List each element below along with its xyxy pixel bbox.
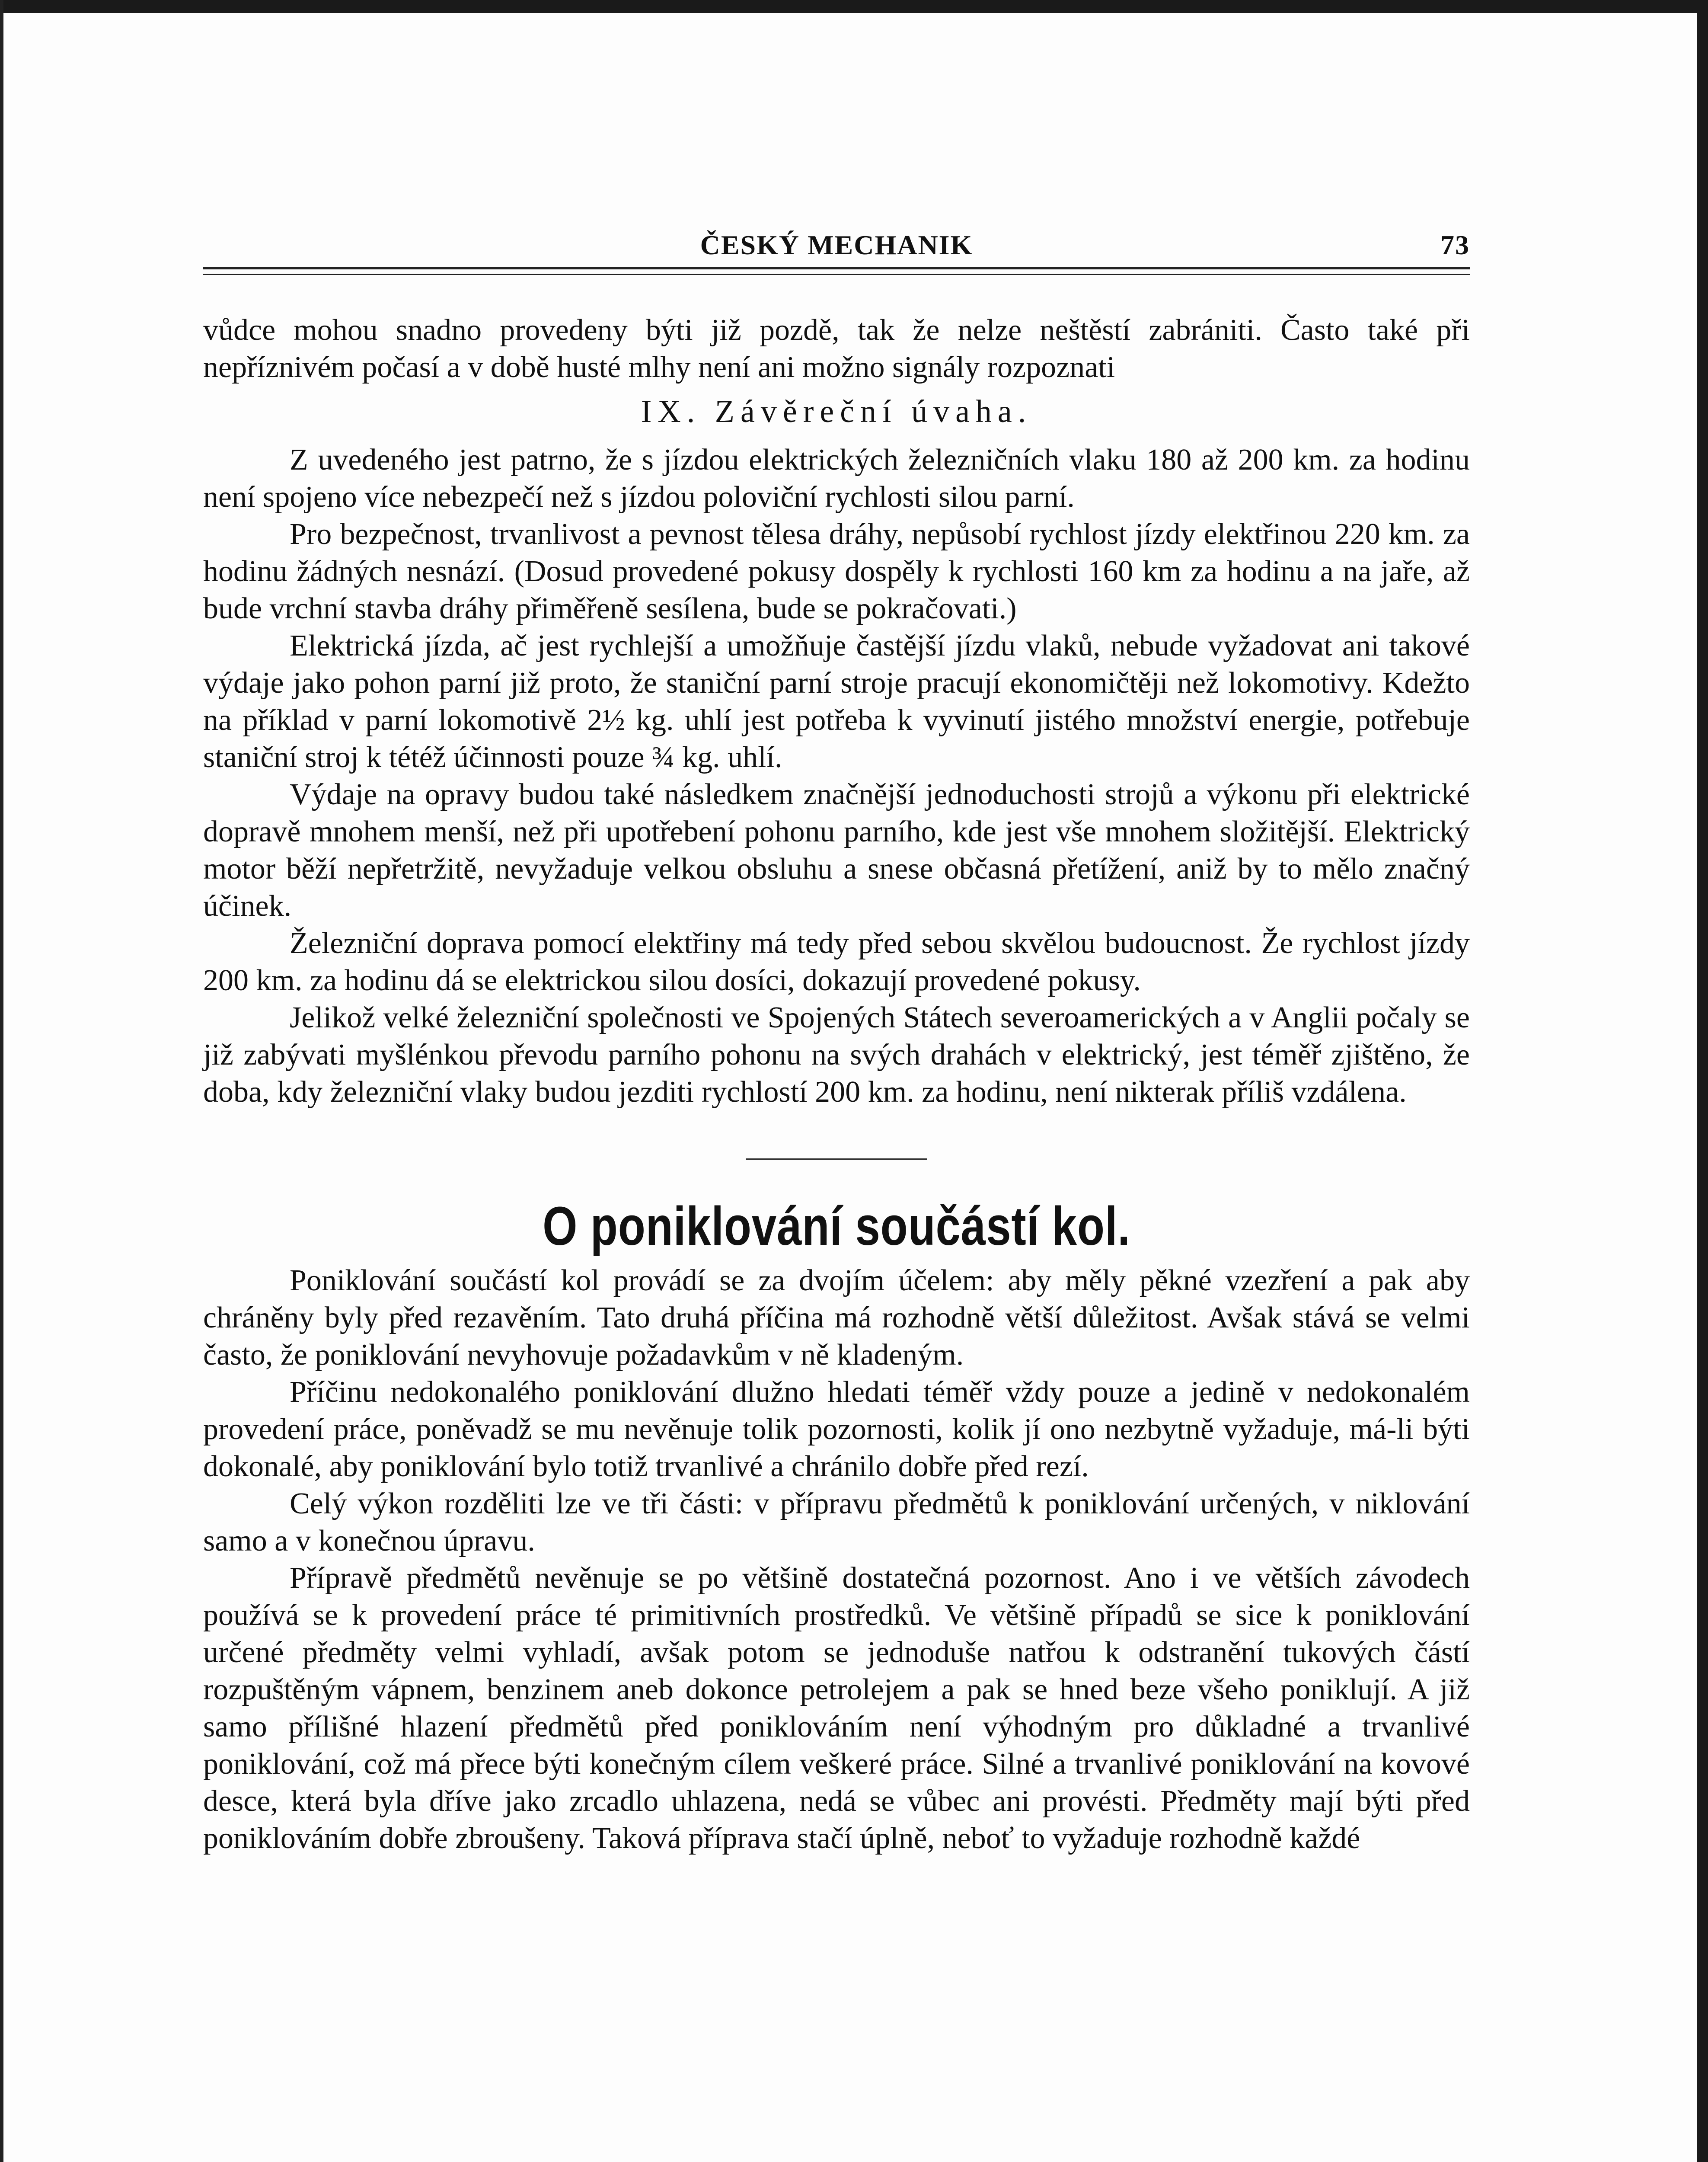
page-number: 73 bbox=[1440, 230, 1470, 260]
scan-border-right bbox=[1697, 0, 1708, 2162]
page-content bbox=[203, 225, 1470, 1857]
scan-border-left bbox=[0, 0, 3, 2162]
header-rule bbox=[203, 267, 1470, 275]
paragraph: Celý výkon rozděliti lze ve tři části: v přípravu předmětů k poniklování určených, v niklování samo a v konečnou úpravu. bbox=[203, 1487, 1470, 1558]
paragraph: Poniklování součástí kol provádí se za dvojím účelem: aby měly pěkné vzezření a pak aby chráněny byly před rezavěním. Tato druhá příčina má rozhodně větší důležitost. Avšak stává se velmi často, že poniklování nevyhovuje požadavkům v ně kladeným. bbox=[203, 1264, 1470, 1372]
journal-title: ČESKÝ MECHANIK bbox=[700, 230, 973, 260]
paragraph: Pro bezpečnost, trvanlivost a pevnost tělesa dráhy, nepůsobí rychlost jízdy elektřinou 220 km. za hodinu žádných nesnází. (Dosud provedené pokusy dospěly k rychlosti 160 km za hodinu a na jaře, až bude vrchní stavba dráhy přiměřeně sesílena, bude se pokračovati.) bbox=[203, 518, 1470, 625]
article-separator bbox=[746, 1158, 927, 1160]
paragraph: Elektrická jízda, ač jest rychlejší a umožňuje častější jízdu vlaků, nebude vyžadovat ani takové výdaje jako pohon parní již proto, že staniční parní stroje pracují ekonomičtěji než lokomotivy. Kdežto na příklad v parní lokomotivě 2½ kg. uhlí jest potřeba k vyvinutí jistého množství energie, potřebuje staniční stroj k tétéž účinnosti pouze ¾ kg. uhlí. bbox=[203, 629, 1470, 774]
paragraph: Přípravě předmětů nevěnuje se po většině dostatečná pozornost. Ano i ve větších závodech používá se k provedení práce té primitivních prostředků. Ve většině případů se sice k poniklování určené předměty velmi vyhladí, avšak potom se jednoduše natřou k odstranění tukových částí rozpuštěným vápnem, benzinem aneb dokonce petrolejem a pak se hned beze všeho poniklují. A již samo přílišné hlazení předmětů před poniklováním není výhodným pro důkladné a trvanlivé poniklování, což má přece býti konečným cílem veškeré práce. Silné a trvanlivé poniklování na kovové desce, která byla dříve jako zrcadlo uhlazena, nedá se vůbec ani provésti. Předměty mají býti před poniklováním dobře zbroušeny. Taková příprava stačí úplně, neboť to vyžaduje rozhodně každé bbox=[203, 1561, 1470, 1855]
paragraph: Jelikož velké železniční společnosti ve Spojených Státech severoamerických a v Anglii počaly se již zabývati myšlénkou převodu parního pohonu na svých drahách v elektrický, jest téměř zjištěno, že doba, kdy železniční vlaky budou jezditi rychlostí 200 km. za hodinu, není nikterak příliš vzdálena. bbox=[203, 1001, 1470, 1109]
paragraph: Železniční doprava pomocí elektřiny má tedy před sebou skvělou budoucnost. Že rychlost jízdy 200 km. za hodinu dá se elektrickou silou dosíci, dokazují provedené pokusy. bbox=[203, 927, 1470, 997]
paragraph: Příčinu nedokonalého poniklování dlužno hledati téměř vždy pouze a jedině v nedokonalém provedení práce, poněvadž se mu nevěnuje tolik pozornosti, kolik jí ono nezbytně vyžaduje, má-li býti dokonalé, aby poniklování bylo totiž trvanlivé a chránilo dobře před rezí. bbox=[203, 1375, 1470, 1483]
article-body bbox=[203, 312, 1470, 1857]
paragraph: Výdaje na opravy budou také následkem značnější jednoduchosti strojů a výkonu při elektrické dopravě mnohem menší, než při upotřebení pohonu parního, kde jest vše mnohem složitější. Elektrický motor běží nepřetržitě, nevyžaduje velkou obsluhu a snese občasná přetížení, aniž by to mělo značný účinek. bbox=[203, 778, 1470, 923]
section-heading: IX. Závěreční úvaha. bbox=[641, 394, 1032, 429]
paragraph: Z uvedeného jest patrno, že s jízdou elektrických železničních vlaku 180 až 200 km. za hodinu není spojeno více nebezpečí než s jízdou poloviční rychlosti silou parní. bbox=[203, 443, 1470, 514]
running-header bbox=[203, 225, 1470, 264]
article-title: O poniklování součástí kol. bbox=[543, 1196, 1130, 1257]
paragraph-continued: vůdce mohou snadno provedeny býti již pozdě, tak že nelze neštěstí zabrániti. Často také při nepříznivém počasí a v době husté mlhy není ani možno signály rozpoznati bbox=[203, 313, 1470, 384]
scan-border-top bbox=[0, 0, 1708, 13]
